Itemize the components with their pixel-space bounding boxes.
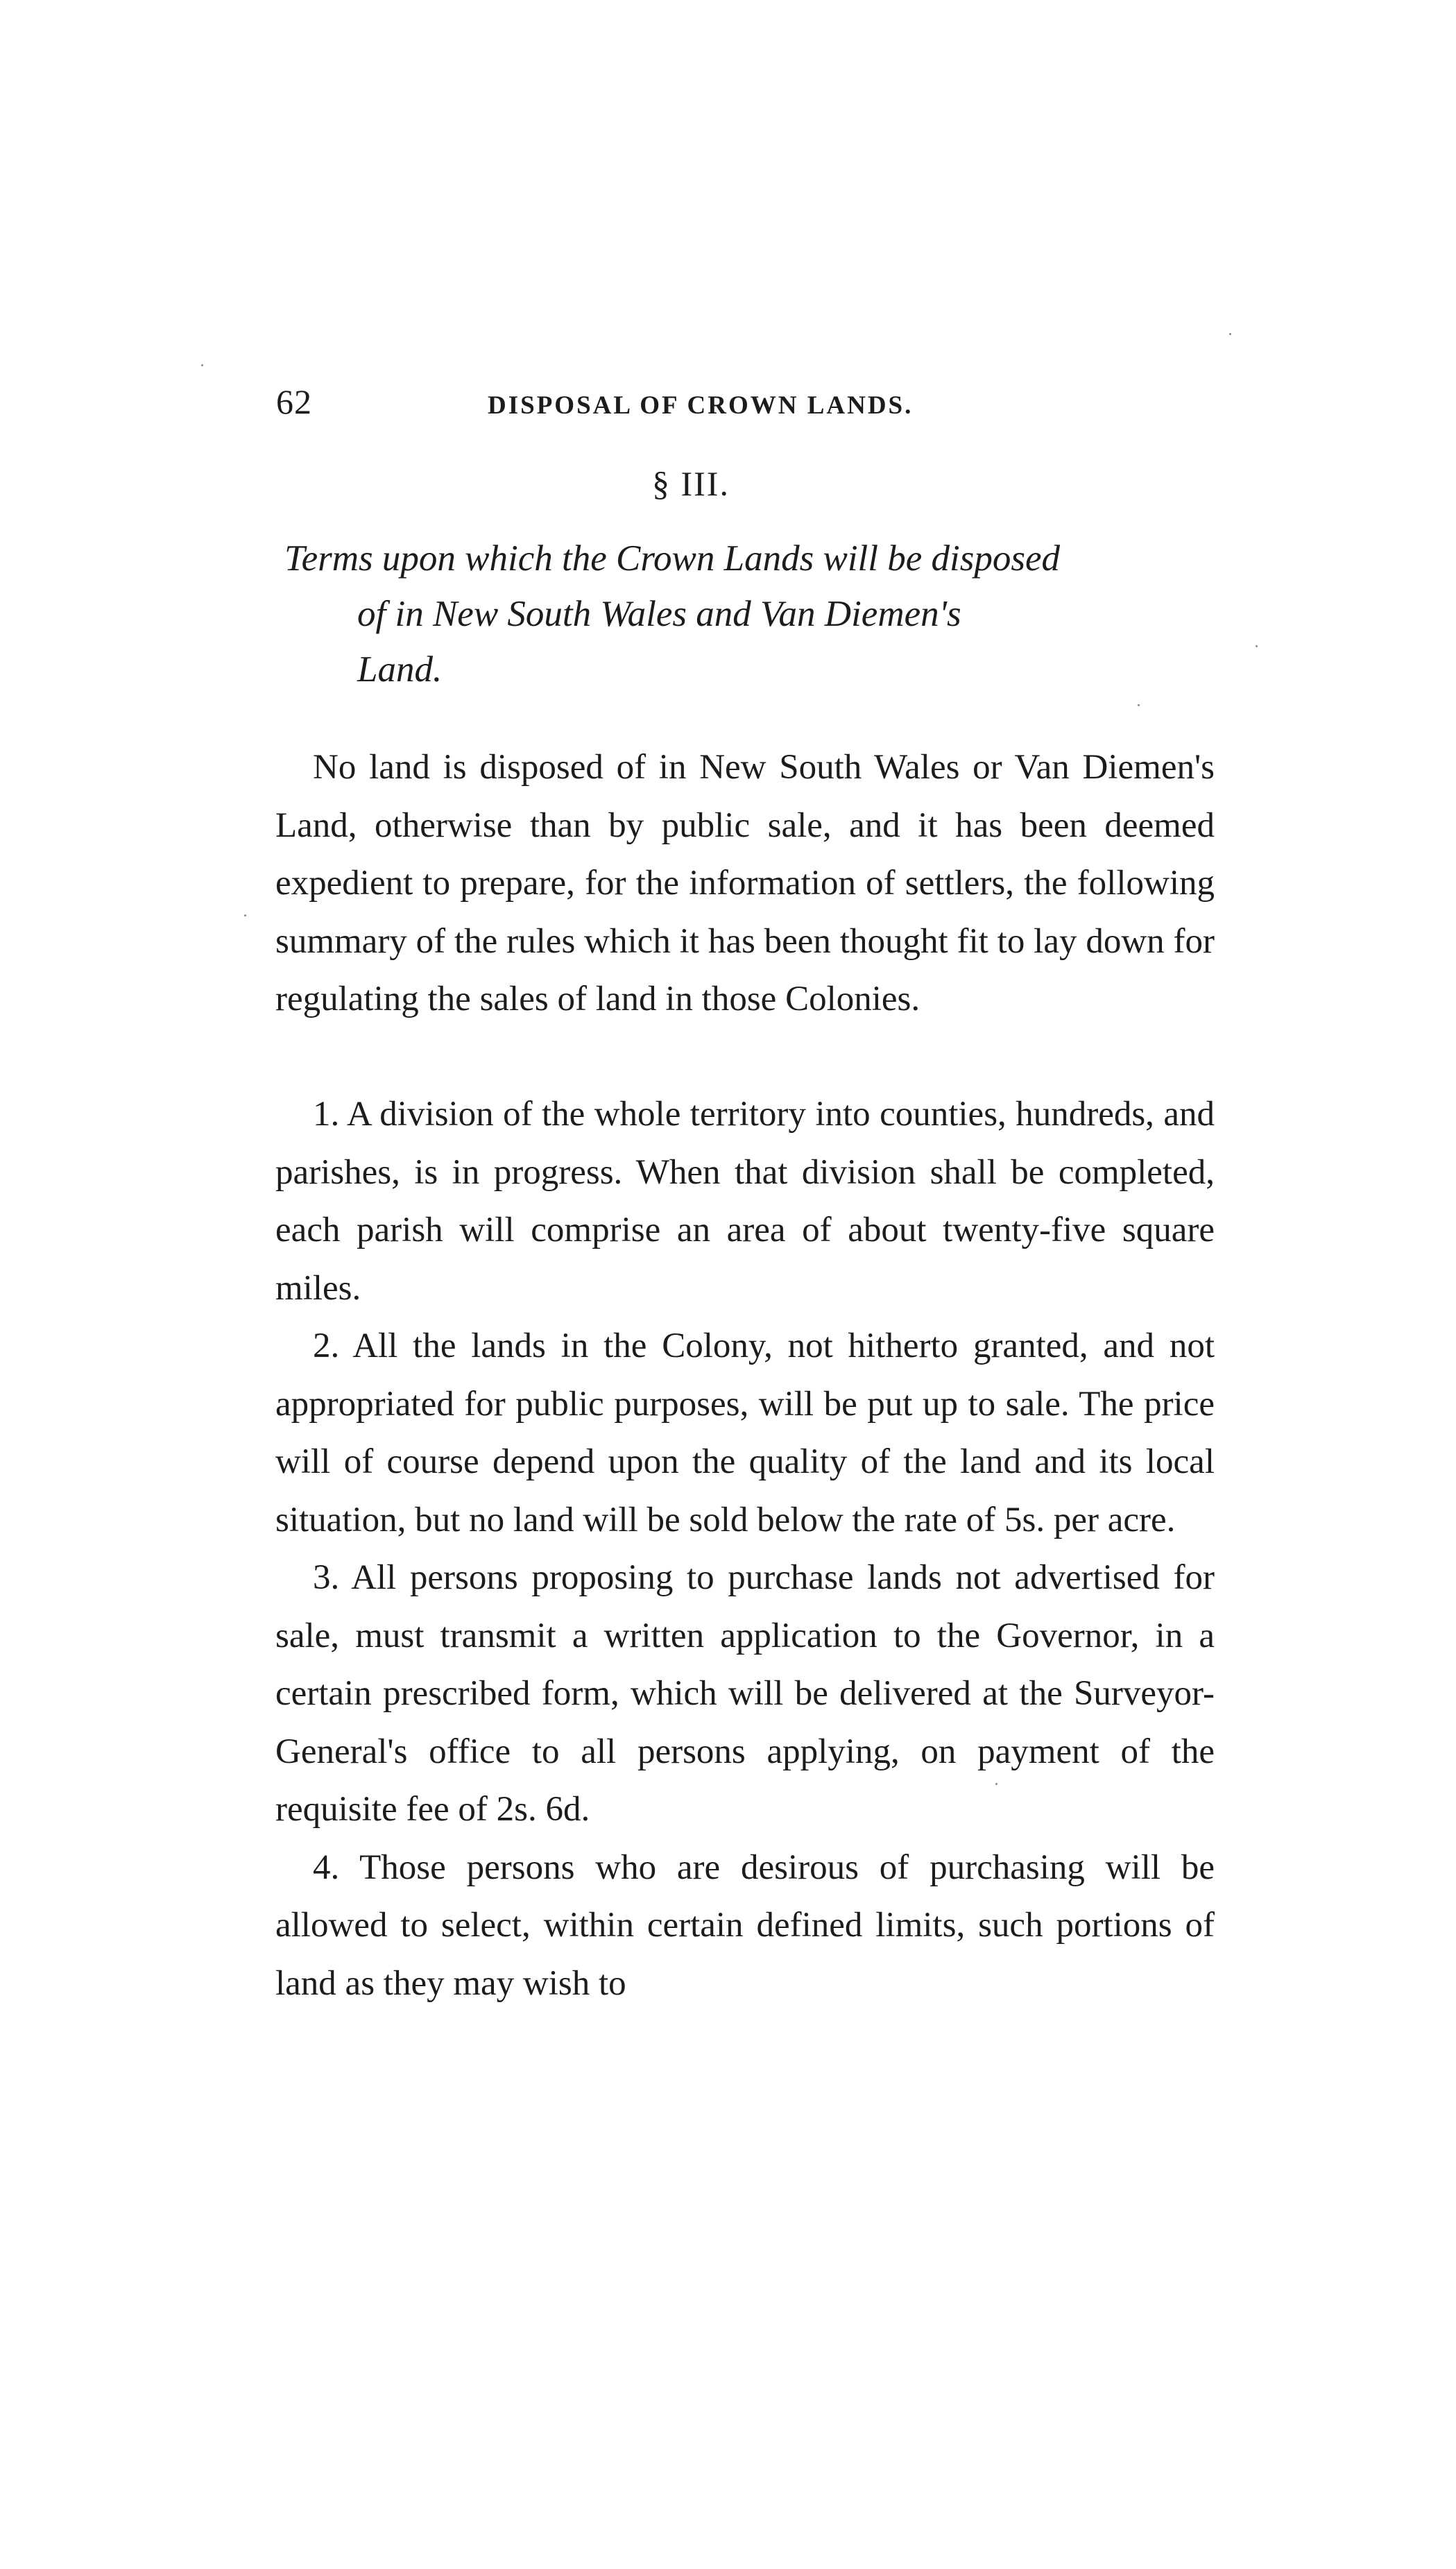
rule-paragraph: 1. A division of the whole territory into counties, hundreds, and parishes, is in progress. When that division shall be completed, each parish will comprise an area of about twenty-five square miles.: [275, 1095, 1215, 1308]
section-title-line: Land.: [357, 649, 443, 690]
page-header: [276, 382, 1213, 430]
scan-speck: [1229, 333, 1231, 335]
section-number: § III.: [652, 464, 730, 503]
section-title-line: Terms upon which the Crown Lands will be disposed: [284, 538, 1061, 579]
intro-paragraph-block: [275, 739, 1215, 1029]
scan-speck: [1256, 645, 1258, 647]
scan-speck: [244, 914, 246, 916]
page-number: 62: [276, 382, 312, 421]
rules-list: [275, 1086, 1215, 2013]
running-head: DISPOSAL OF CROWN LANDS.: [488, 391, 914, 420]
rule-paragraph: 4. Those persons who are desirous of purchasing will be allowed to select, within certain defined limits, such portions of land as they may wish to: [275, 1847, 1215, 2003]
scan-speck: [1138, 704, 1140, 706]
section-title-line: of in New South Wales and Van Diemen's: [357, 594, 961, 634]
scan-speck: [995, 1783, 997, 1785]
scan-speck: [201, 364, 203, 366]
section-title: [284, 531, 1287, 697]
rule-paragraph: 3. All persons proposing to purchase lands not advertised for sale, must transmit a written application to the Governor, in a certain prescribed form, which will be delivered at the Surveyor-General's office to all persons applying, on payment of the requisite fee of 2s. 6d.: [275, 1558, 1215, 1829]
intro-paragraph: No land is disposed of in New South Wales or Van Diemen's Land, otherwise than by public sale, and it has been deemed expedient to prepare, for the information of settlers, the following summary of the rules which it has been thought fit to lay down for regulating the sales of land in those Colonies.: [275, 748, 1215, 1018]
rule-paragraph: 2. All the lands in the Colony, not hitherto granted, and not appropriated for public purposes, will be put up to sale. The price will of course depend upon the quality of the land and its local situation, but no land will be sold below the rate of 5s. per acre.: [275, 1326, 1215, 1539]
